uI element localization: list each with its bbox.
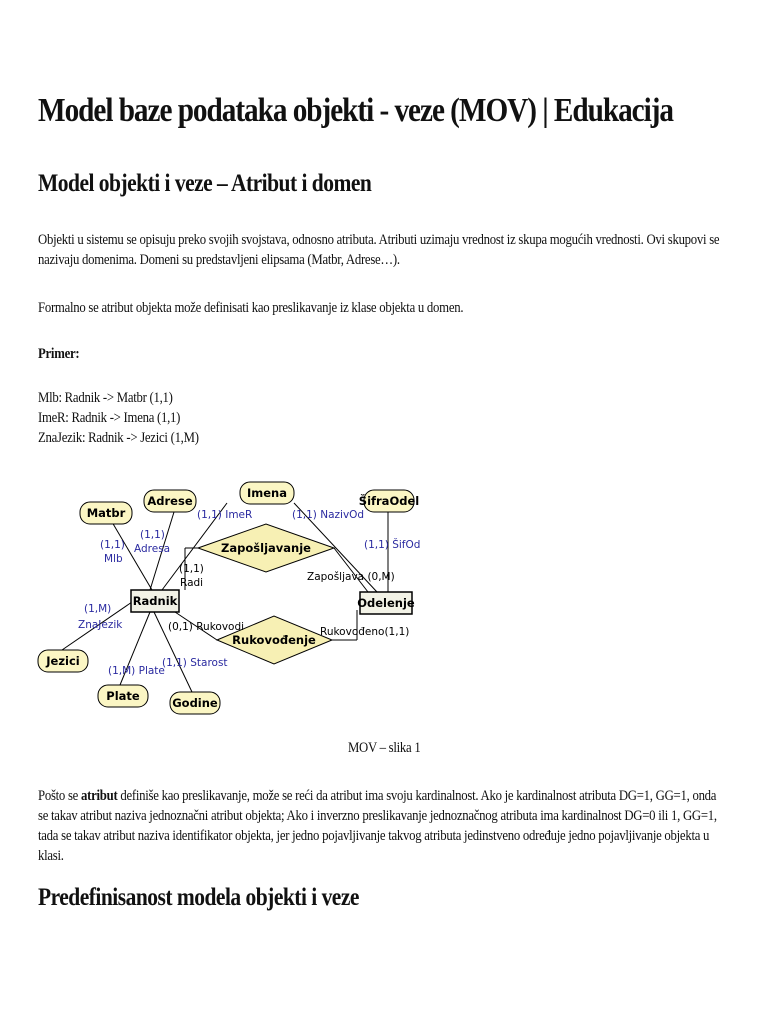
entity-radnik: [131, 590, 179, 612]
page-title: Model baze podataka objekti - veze (MOV) | Edukacija: [38, 92, 674, 129]
figure-caption: MOV – slika 1: [347, 740, 421, 756]
domain-godine: [170, 692, 220, 714]
domain-jezici: [38, 650, 88, 672]
label-radi: Radi: [180, 577, 204, 589]
label-rukovodi: (0,1) Rukovodi: [168, 621, 245, 633]
domain-imena: [240, 482, 294, 504]
er-diagram: [32, 470, 432, 720]
label-adresa: Adresa: [134, 543, 171, 555]
paragraph-objekti: Objekti u sistemu se opisuju preko svojih svojstava, odnosno atributa. Atributi uzimaju vrednost iz skupa mogućih vrednosti. Ovi skupovi se nazivaju domenima. Domeni su predstavljeni elipsama (Matbr, Adrese…).: [38, 232, 720, 268]
label-zaposljava: Zapošljava (0,M): [307, 571, 395, 583]
svg-text:Rukovođenje: Rukovođenje: [232, 633, 316, 647]
label-plate: (1,M) Plate: [108, 665, 165, 677]
label-znajezik: ZnaJezik: [78, 619, 123, 631]
domain-sifraodel: [359, 490, 419, 512]
section-heading-atribut-domen: Model objekti i veze – Atribut i domen: [38, 170, 372, 197]
svg-text:Imena: Imena: [246, 486, 288, 500]
example-line: ImeR: Radnik -> Imena (1,1): [38, 410, 181, 426]
label-imer: (1,1) ImeR: [197, 509, 253, 521]
line-zap-odelenje: [334, 548, 368, 592]
example-line: Mlb: Radnik -> Matbr (1,1): [38, 390, 173, 406]
domain-adrese: [144, 490, 196, 512]
label-sifod: (1,1) ŠifOd: [364, 539, 421, 551]
bold-term: atribut: [81, 788, 118, 804]
section-heading-predefinisanost: Predefinisanost modela objekti i veze: [38, 884, 359, 911]
label-rukovodjeno: Rukovođeno(1,1): [320, 626, 410, 638]
paragraph-formalno: Formalno se atribut objekta može definisati kao preslikavanje iz klase objekta u domen.: [38, 300, 464, 316]
label-znajezik-card: (1,M): [84, 603, 112, 615]
paragraph-kardinalnost: Pošto se atribut definiše kao preslikavanje, može se reći da atribut ima svoju kardinalnost. Ako je kardinalnost atributa DG=1, GG=1, onda se takav atribut naziva jednoznačni atribut objekta; Ako i inverzno preslikavanje jednoznačnog atributa ima kardinalnost DG=0 ili 1, GG=1, tada se takav atribut naziva identifikator objekta, jer jedno pojavljivanje takvog atributa jedinstveno određuje jedno pojavljivanje objekta u klasi.: [38, 788, 717, 864]
example-label: Primer:: [38, 346, 80, 362]
relationship-zaposljavanje: [198, 524, 334, 572]
svg-text:Radnik: Radnik: [132, 594, 178, 608]
label-mlb-card: (1,1): [100, 539, 125, 551]
svg-text:Adrese: Adrese: [147, 494, 193, 508]
svg-text:Matbr: Matbr: [86, 506, 126, 520]
example-line: ZnaJezik: Radnik -> Jezici (1,M): [38, 430, 199, 446]
svg-text:Zapošljavanje: Zapošljavanje: [221, 541, 311, 555]
domain-matbr: [80, 502, 132, 524]
svg-text:ŠifraOdel: ŠifraOdel: [358, 494, 420, 508]
label-radi-card: (1,1): [179, 563, 204, 575]
svg-text:Odelenje: Odelenje: [357, 596, 415, 610]
label-mlb: Mlb: [104, 553, 123, 565]
example-list: [38, 388, 720, 448]
label-starost: (1,1) Starost: [162, 657, 228, 669]
entity-odelenje: [357, 592, 415, 614]
label-adresa-card: (1,1): [140, 529, 165, 541]
svg-text:Plate: Plate: [106, 689, 140, 703]
domain-plate: [98, 685, 148, 707]
svg-text:Jezici: Jezici: [46, 654, 80, 668]
svg-text:Godine: Godine: [172, 696, 218, 710]
label-nazivod: (1,1) NazivOd: [292, 509, 365, 521]
